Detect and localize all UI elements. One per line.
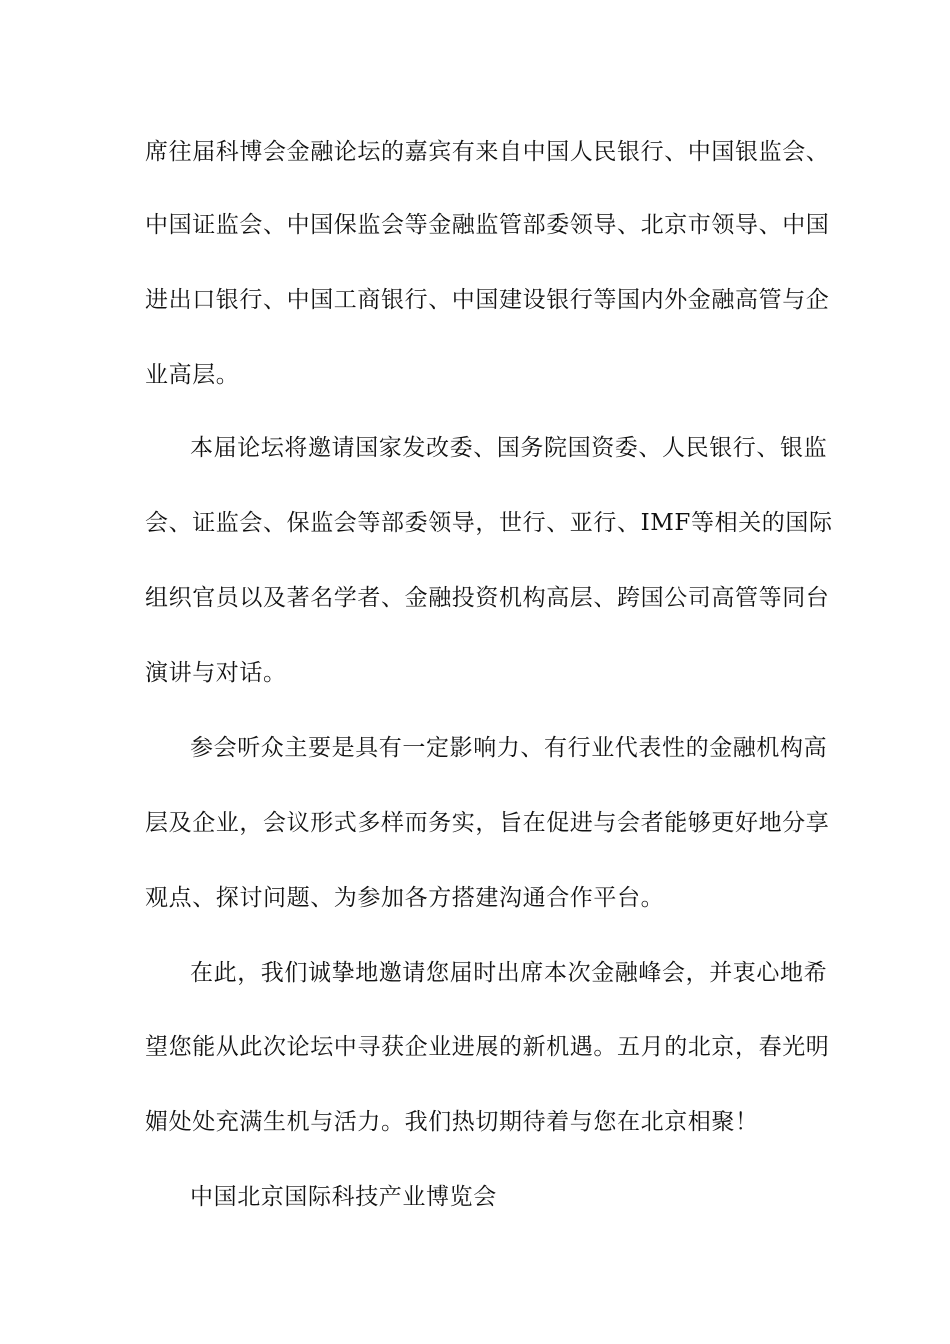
paragraph-line: 参会听众主要是具有一定影响力、有行业代表性的金融机构高 [190, 735, 828, 761]
paragraph-line: 中国证监会、中国保监会等金融监管部委领导、北京市领导、中国 [145, 212, 830, 238]
paragraph-line: 媚处处充满生机与活力。我们热切期待着与您在北京相聚！ [145, 1109, 759, 1135]
paragraph-line: 观点、探讨问题、为参加各方搭建沟通合作平台。 [145, 885, 665, 911]
paragraph-line: 层及企业，会议形式多样而务实，旨在促进与会者能够更好地分享 [145, 810, 830, 836]
paragraph-line: 会、证监会、保监会等部委领导，世行、亚行、IMF等相关的国际 [145, 510, 833, 536]
paragraph-line: 组织官员以及著名学者、金融投资机构高层、跨国公司高管等同台 [145, 585, 830, 611]
paragraph-line: 望您能从此次论坛中寻获企业进展的新机遇。五月的北京，春光明 [145, 1034, 830, 1060]
signature-organization: 中国北京国际科技产业博览会 [190, 1184, 497, 1210]
paragraph-line: 演讲与对话。 [145, 660, 287, 686]
paragraph-line: 席往届科博会金融论坛的嘉宾有来自中国人民银行、中国银监会、 [145, 139, 830, 165]
paragraph-line: 本届论坛将邀请国家发改委、国务院国资委、人民银行、银监 [190, 435, 828, 461]
paragraph-line: 进出口银行、中国工商银行、中国建设银行等国内外金融高管与企 [145, 287, 830, 313]
paragraph-line: 业高层。 [145, 362, 240, 388]
paragraph-line: 在此，我们诚挚地邀请您届时出席本次金融峰会，并衷心地希 [190, 960, 828, 986]
